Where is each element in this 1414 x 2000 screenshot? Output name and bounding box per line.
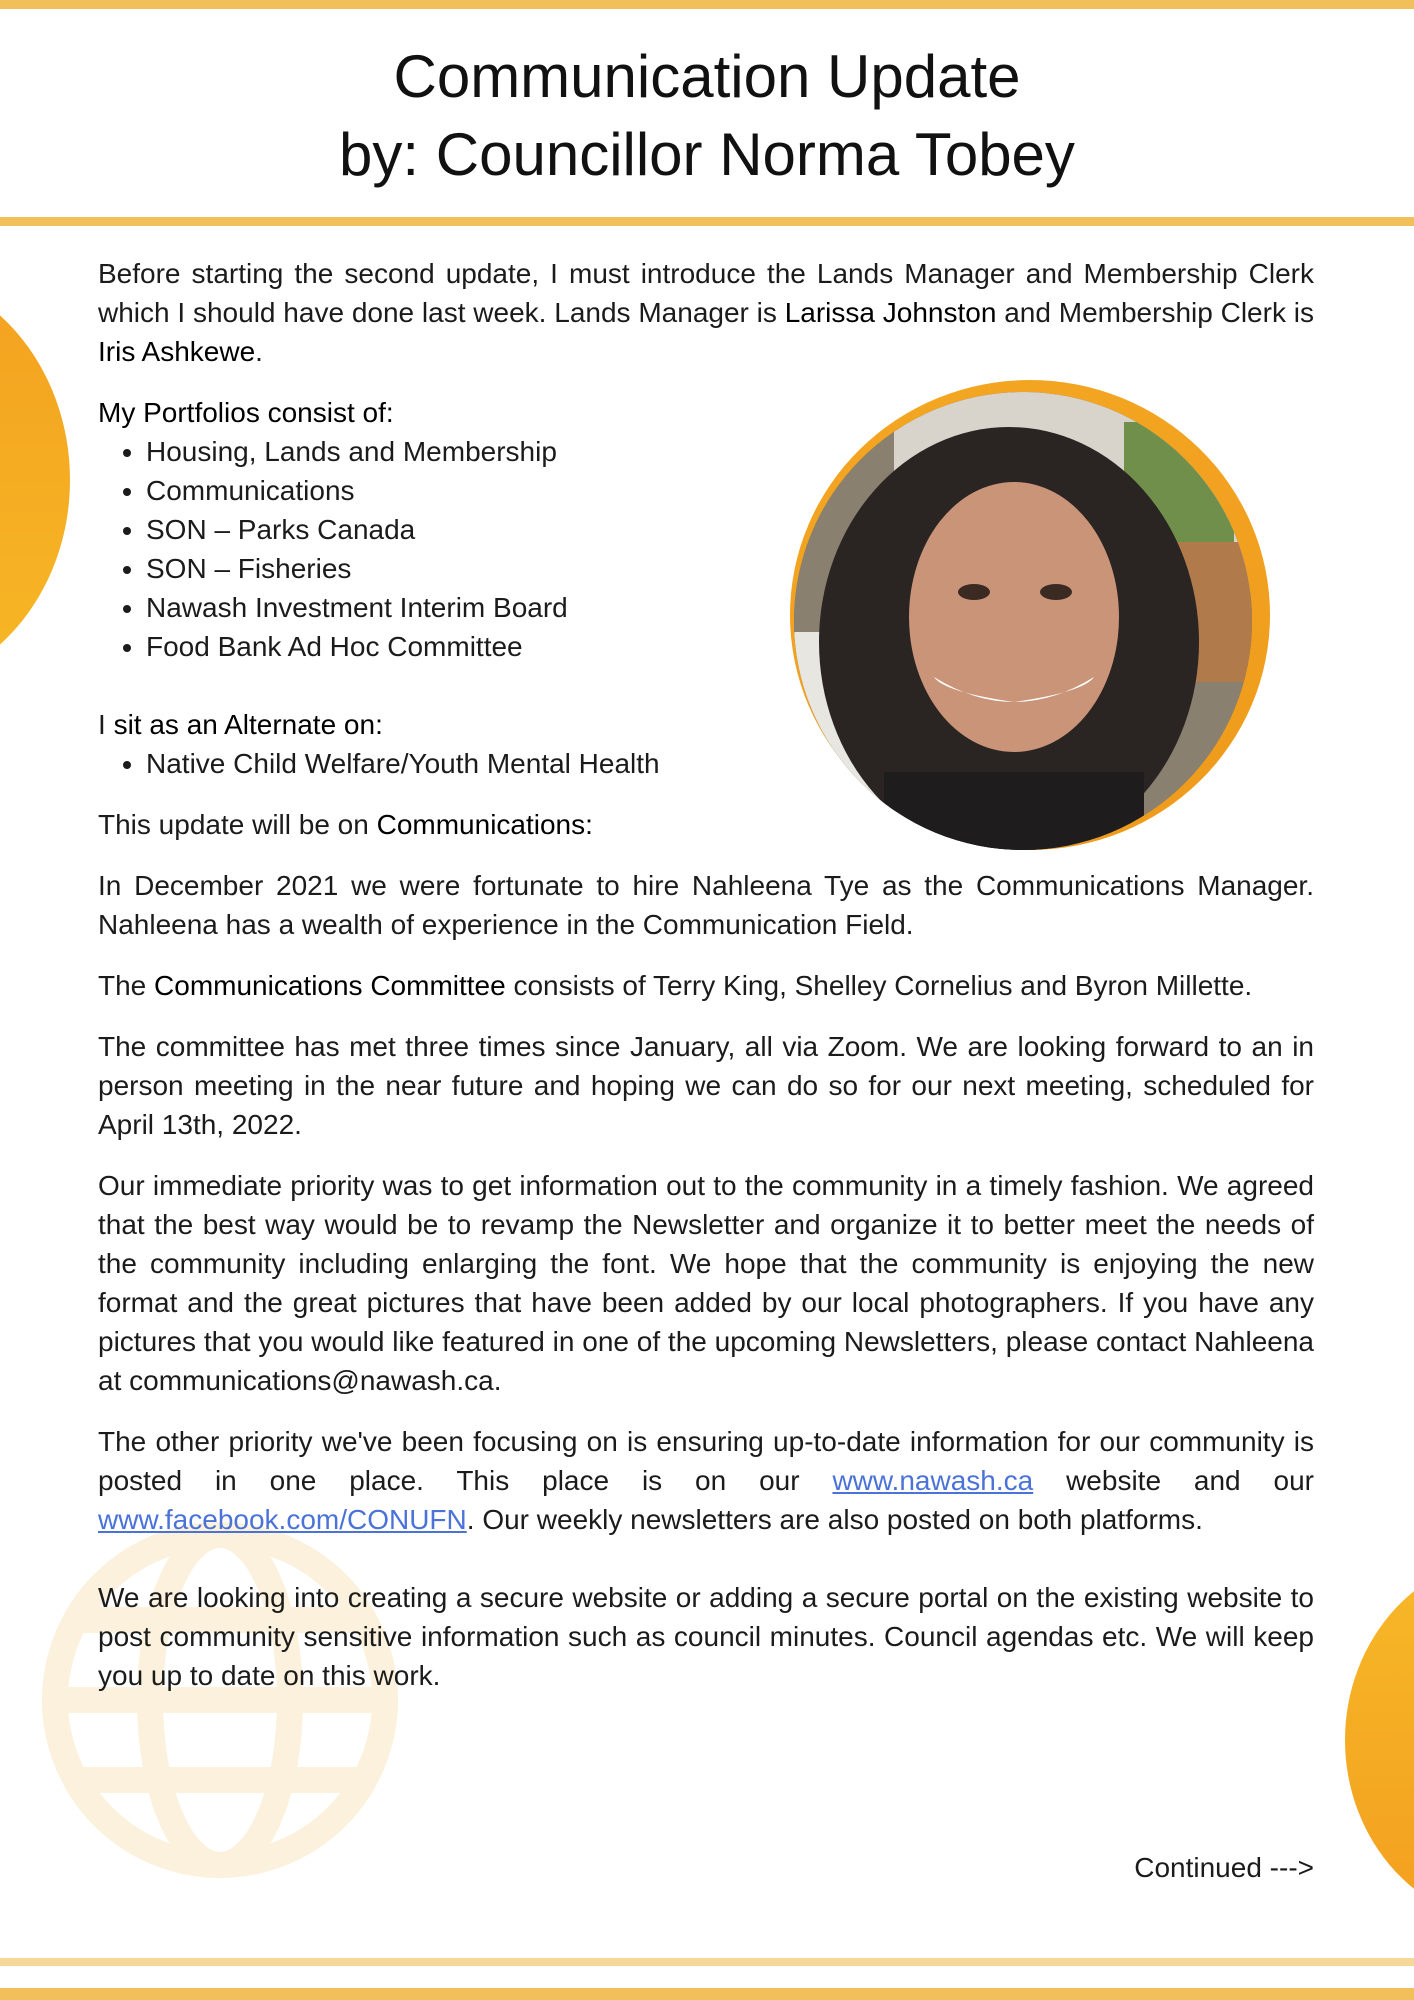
committee-prefix: The <box>98 970 155 1001</box>
priority-paragraph: Our immediate priority was to get information out to the community in a timely fashion. We agreed that the best way would be to revamp the Newsletter and organize it to better meet the needs of the community including enlarging the font. We hope that the community is enjoying the new format and the great pictures that have been added by our local photographers. If you have any pictures that you would like featured in one of the upcoming Newsletters, please contact Nahleena at communications@nawash.ca. <box>98 1170 1314 1396</box>
other-priority-text: The other priority we've been focusing on is ensuring up-to-date information for our community is posted in one place. This place is on our <box>98 1426 1314 1496</box>
alternate-heading-text: sit as an Alternate on: <box>113 709 383 740</box>
other-priority-text-3: . Our weekly newsletters are also posted on both platforms. <box>466 1504 1203 1535</box>
header-divider <box>0 217 1414 226</box>
alternate-section <box>98 705 1314 783</box>
intro-paragraph <box>98 254 1314 371</box>
alternate-heading <box>98 705 1314 744</box>
list-item: • Nawash Investment Interim Board <box>146 588 1314 627</box>
footer-bar <box>0 1988 1414 2000</box>
list-item: • Communications <box>146 471 1314 510</box>
meetings-paragraph: The committee has met three times since January, all via Zoom. We are looking forward to an in person meeting in the near future and hoping we can do so for our next meeting, scheduled for April 13th, 2022. <box>98 1031 1314 1140</box>
title-line-1: Communication Update <box>393 43 1021 110</box>
update-topic <box>98 805 1314 844</box>
list-item: • Housing, Lands and Membership <box>146 432 1314 471</box>
update-topic-prefix: This update will be on <box>98 809 377 840</box>
decorative-circle-right <box>1345 1555 1414 1925</box>
footer-bar-light <box>0 1958 1414 1966</box>
portfolios-list <box>98 432 1314 666</box>
membership-clerk-name: Iris Ashkewe <box>98 336 256 367</box>
alternate-heading-prefix: I <box>98 709 114 740</box>
committee-name: Communications Committee <box>154 970 506 1001</box>
hire-paragraph: In December 2021 we were fortunate to hire Nahleena Tye as the Communications Manager. Nahleena has a wealth of experience in the Communication Field. <box>98 870 1314 940</box>
other-priority-paragraph <box>98 1422 1314 1539</box>
portfolios-heading: My Portfolios consist of: <box>98 397 394 428</box>
title-line-2: by: Councillor Norma Tobey <box>339 121 1075 188</box>
alternate-list <box>98 744 1314 783</box>
decorative-circle-left <box>0 270 70 690</box>
portfolios-section <box>98 393 1314 666</box>
intro-text: Before starting the second update, I must introduce the Lands Manager and Membership Clerk which I should have done last week. Lands Manager is <box>98 258 1314 328</box>
list-item: • Food Bank Ad Hoc Committee <box>146 627 1314 666</box>
secure-website-paragraph: We are looking into creating a secure website or adding a secure portal on the existing website to post community sensitive information such as council minutes. Council agendas etc. We will keep you up to date on this work. <box>98 1582 1314 1691</box>
article-body <box>98 254 1314 1717</box>
list-item: • Native Child Welfare/Youth Mental Health <box>146 744 1314 783</box>
page-title <box>0 38 1414 194</box>
list-item: • SON – Parks Canada <box>146 510 1314 549</box>
top-accent-bar <box>0 0 1414 9</box>
continued-label: Continued ---> <box>1134 1852 1314 1883</box>
website-link[interactable]: www.nawash.ca <box>832 1465 1034 1496</box>
committee-paragraph <box>98 966 1314 1005</box>
intro-text-middle: and Membership Clerk is <box>996 297 1314 328</box>
lands-manager-name: Larissa Johnston <box>784 297 997 328</box>
update-topic-name: Communications: <box>376 809 593 840</box>
committee-members: consists of Terry King, Shelley Cornelius and Byron Millette. <box>505 970 1253 1001</box>
list-item: • SON – Fisheries <box>146 549 1314 588</box>
facebook-link[interactable]: www.facebook.com/CONUFN <box>98 1504 467 1535</box>
other-priority-text-2: website and our <box>1033 1465 1314 1496</box>
intro-text-end: . <box>255 336 263 367</box>
